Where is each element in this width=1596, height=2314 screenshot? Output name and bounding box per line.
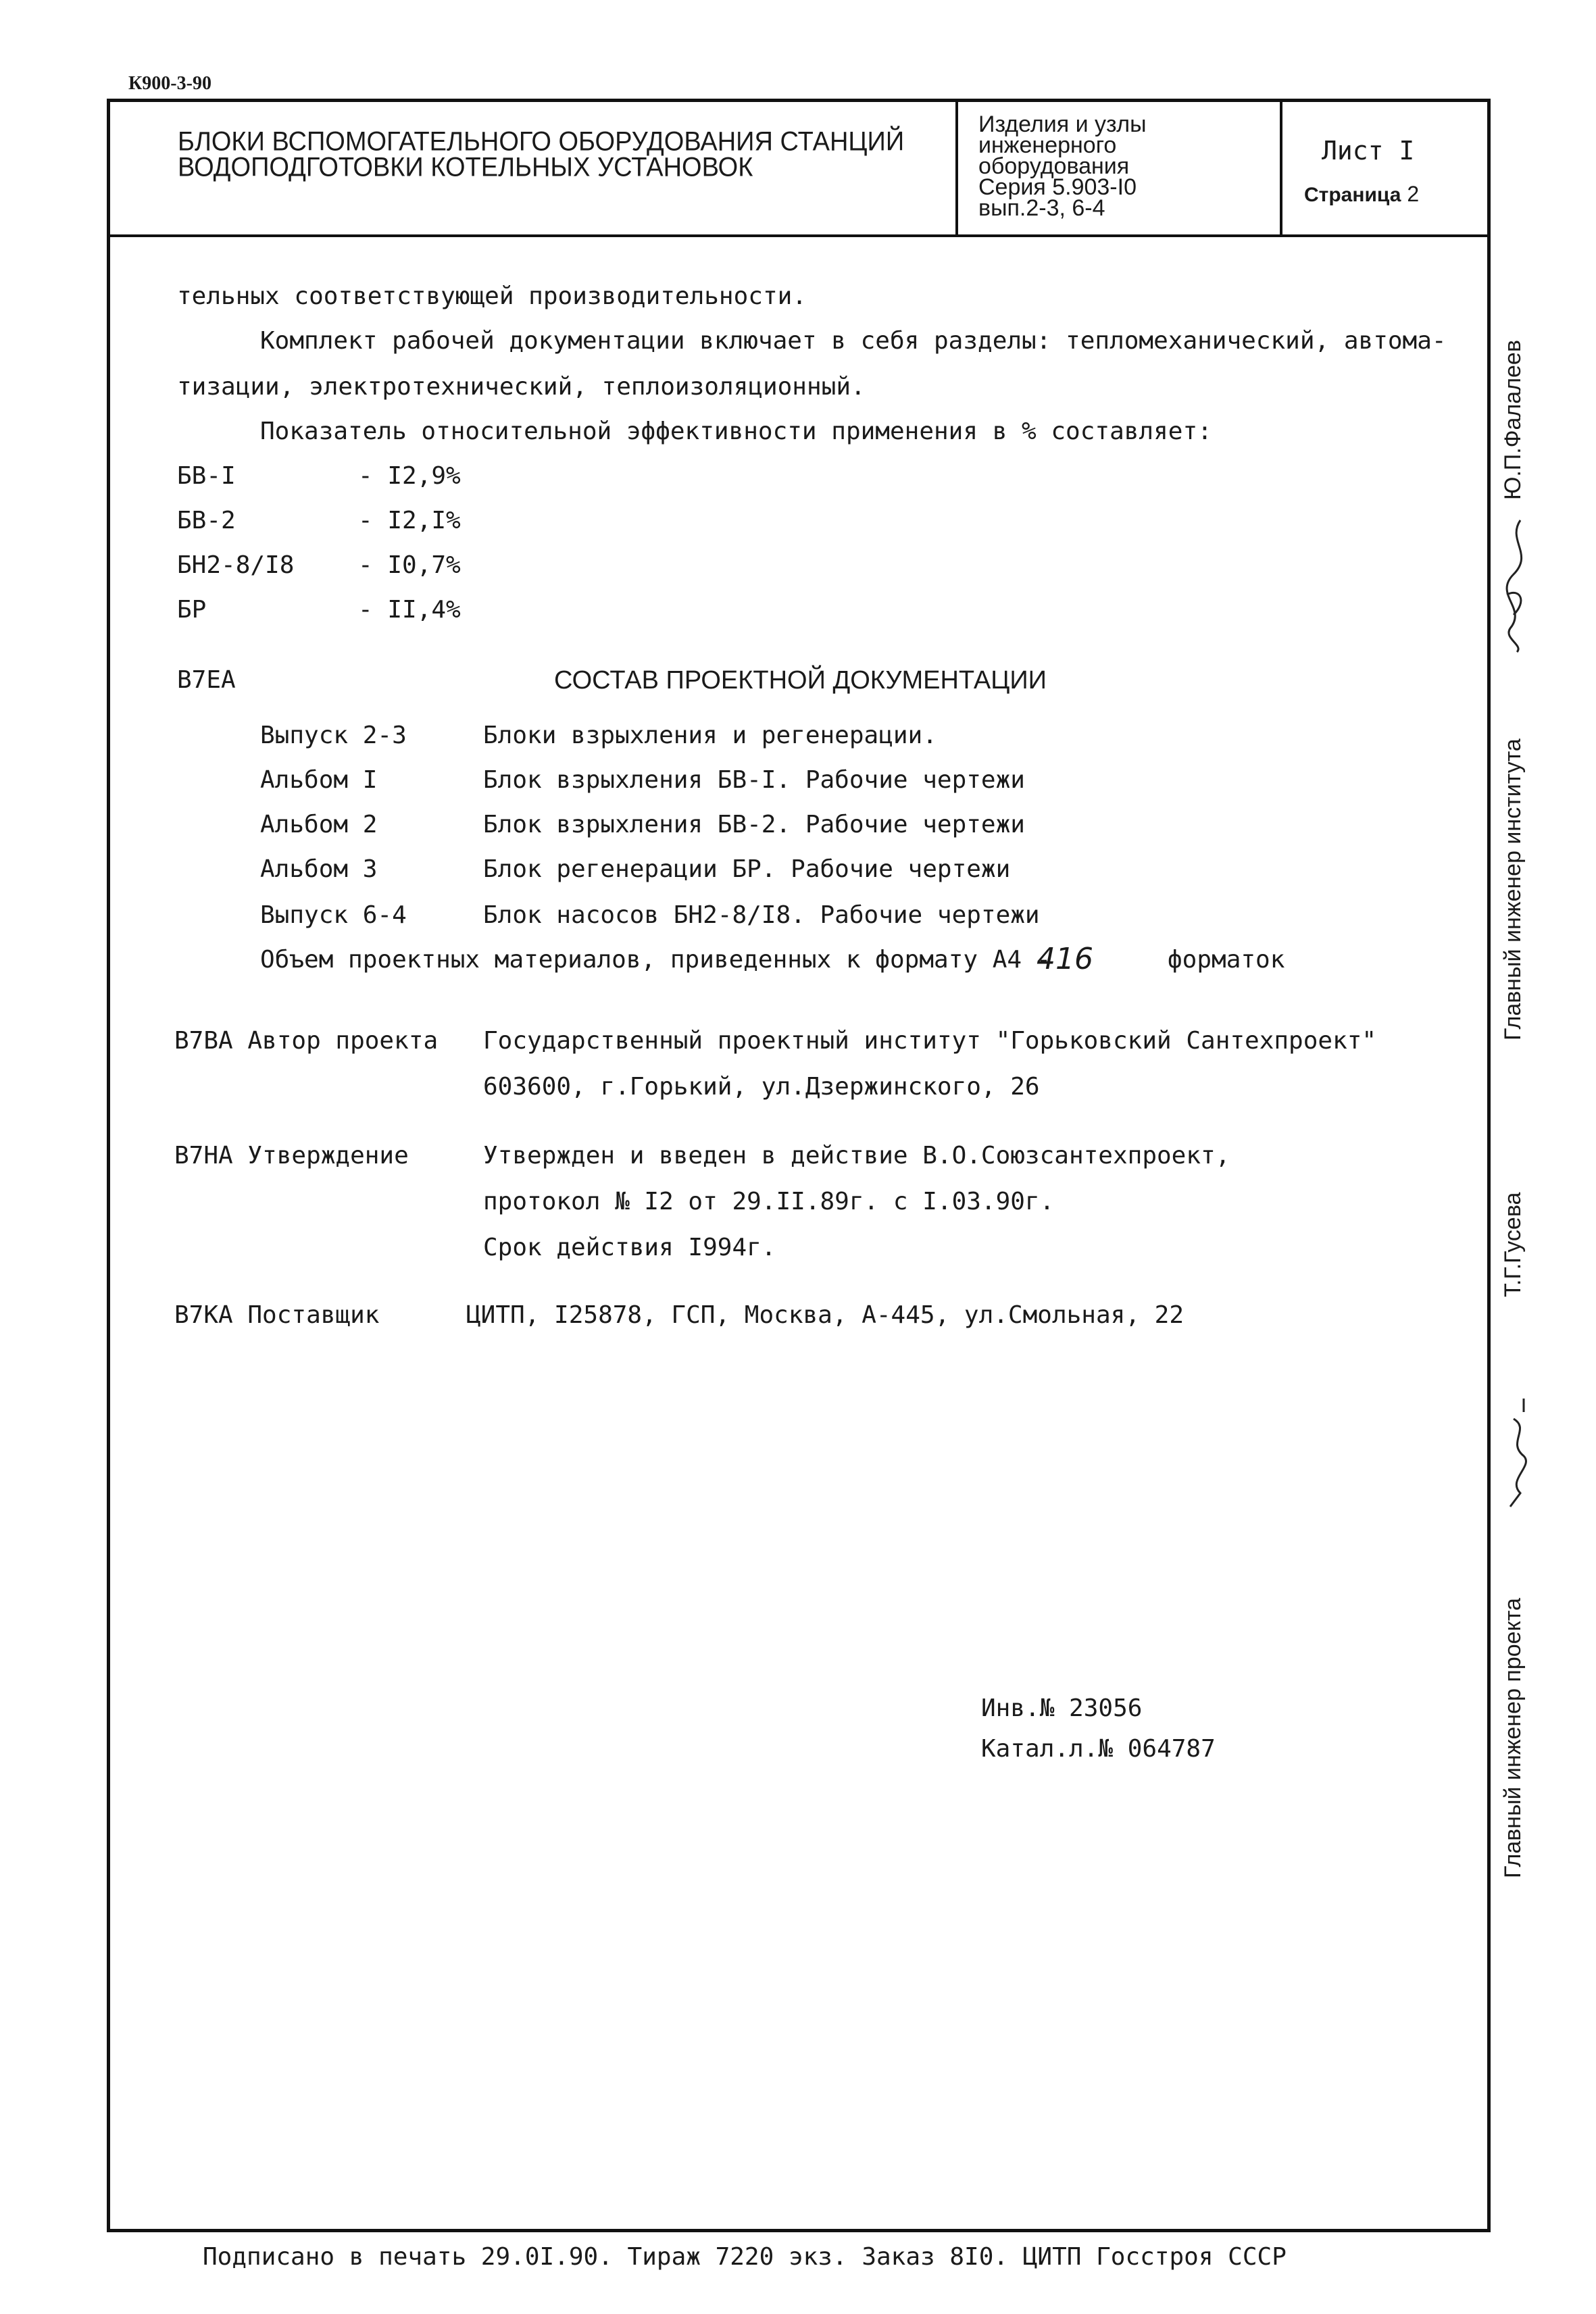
paragraph-contents-line-2: тизации, электротехнический, теплоизоляционный. [177,373,866,401]
composition-text: Блоки взрыхления и регенерации. [483,722,937,749]
title-line-2: ВОДОПОДГОТОВКИ КОТЕЛЬНЫХ УСТАНОВОК [178,152,753,182]
approval-line-3: Срок действия I994г. [483,1234,776,1261]
side-name-project: Т.Г.Гусева [1500,1192,1526,1297]
volume-text: Объем проектных материалов, приведенных к формату А4 - [260,946,1051,974]
series-line-1: Изделия и узлы [978,111,1147,137]
volume-number: 416 [1037,942,1093,976]
sheet-cell [1282,102,1487,234]
print-imprint: Подписано в печать 29.0I.90. Тираж 7220 экз. Заказ 8I0. ЦИТП Госстроя СССР [203,2243,1287,2271]
composition-text: Блок регенерации БР. Рабочие чертежи [483,855,1011,883]
indicator-name: БВ-I [177,462,236,490]
composition-label: Альбом 2 [260,811,378,838]
series-line-5: вып.2-3, 6-4 [978,195,1105,221]
title-block [110,102,1487,237]
document-title [178,129,904,180]
series-line-4: Серия 5.903-I0 [978,174,1137,200]
composition-label: Альбом 3 [260,855,378,883]
series-info [978,111,1147,221]
composition-label: Выпуск 6-4 [260,901,407,929]
indicator-value: - I0,7% [358,551,461,579]
approval-line-1: Утвержден и введен в действие В.О.Союзсантехпроект, [483,1142,1230,1169]
composition-label: Альбом I [260,766,378,794]
paragraph-efficiency: Показатель относительной эффективности применения в % составляет: [260,418,1212,445]
indicator-value: - II,4% [358,596,461,624]
document-code: К900-3-90 [128,73,211,94]
volume-unit: форматок [1168,946,1285,974]
page-number [1304,182,1419,207]
composition-label: Выпуск 2-3 [260,722,407,749]
side-role-project: Главный инженер проекта [1500,1598,1526,1878]
signature-institute [1493,513,1541,655]
paragraph-contents-line-1: Комплект рабочей документации включает в себя разделы: тепломеханический, автома- [260,327,1447,355]
author-label: В7ВА Автор проекта [174,1027,439,1055]
title-line-1: БЛОКИ ВСПОМОГАТЕЛЬНОГО ОБОРУДОВАНИЯ СТАНЦИЙ [178,127,905,157]
section-heading: СОСТАВ ПРОЕКТНОЙ ДОКУМЕНТАЦИИ [554,666,1047,695]
side-name-institute: Ю.П.Фалалеев [1500,340,1526,500]
author-line-1: Государственный проектный институт "Горьковский Сантехпроект" [483,1027,1377,1055]
side-role-institute: Главный инженер института [1500,738,1526,1040]
catalog-number: Катал.л.№ 064787 [981,1735,1216,1763]
composition-text: Блок насосов БН2-8/I8. Рабочие чертежи [483,901,1040,929]
composition-text: Блок взрыхления БВ-2. Рабочие чертежи [483,811,1025,838]
series-cell [958,102,1282,234]
approval-line-2: протокол № I2 от 29.II.89г. с I.03.90г. [483,1188,1055,1215]
approval-label: В7НА Утверждение [174,1142,409,1169]
indicator-name: БВ-2 [177,507,236,534]
supplier-text: ЦИТП, I25878, ГСП, Москва, А-445, ул.Смольная, 22 [466,1301,1184,1329]
indicator-name: БН2-8/I8 [177,551,295,579]
series-line-3: оборудования [978,153,1130,179]
composition-text: Блок взрыхления БВ-I. Рабочие чертежи [483,766,1025,794]
page-value: 2 [1407,182,1420,206]
indicator-value: - I2,I% [358,507,461,534]
paragraph-continuation: тельных соответствующей производительности. [177,282,807,310]
sheet-number: Лист I [1322,136,1415,166]
series-line-2: инженерного [978,132,1117,158]
title-cell [110,102,958,234]
inventory-number: Инв.№ 23056 [981,1694,1143,1722]
author-line-2: 603600, г.Горький, ул.Дзержинского, 26 [483,1073,1040,1101]
indicator-value: - I2,9% [358,462,461,490]
section-code-b7ea: В7ЕА [177,666,236,694]
supplier-label: В7КА Поставщик [174,1301,380,1329]
indicator-name: БР [177,596,207,624]
signature-project [1493,1392,1541,1513]
page-label: Страница [1304,184,1401,206]
